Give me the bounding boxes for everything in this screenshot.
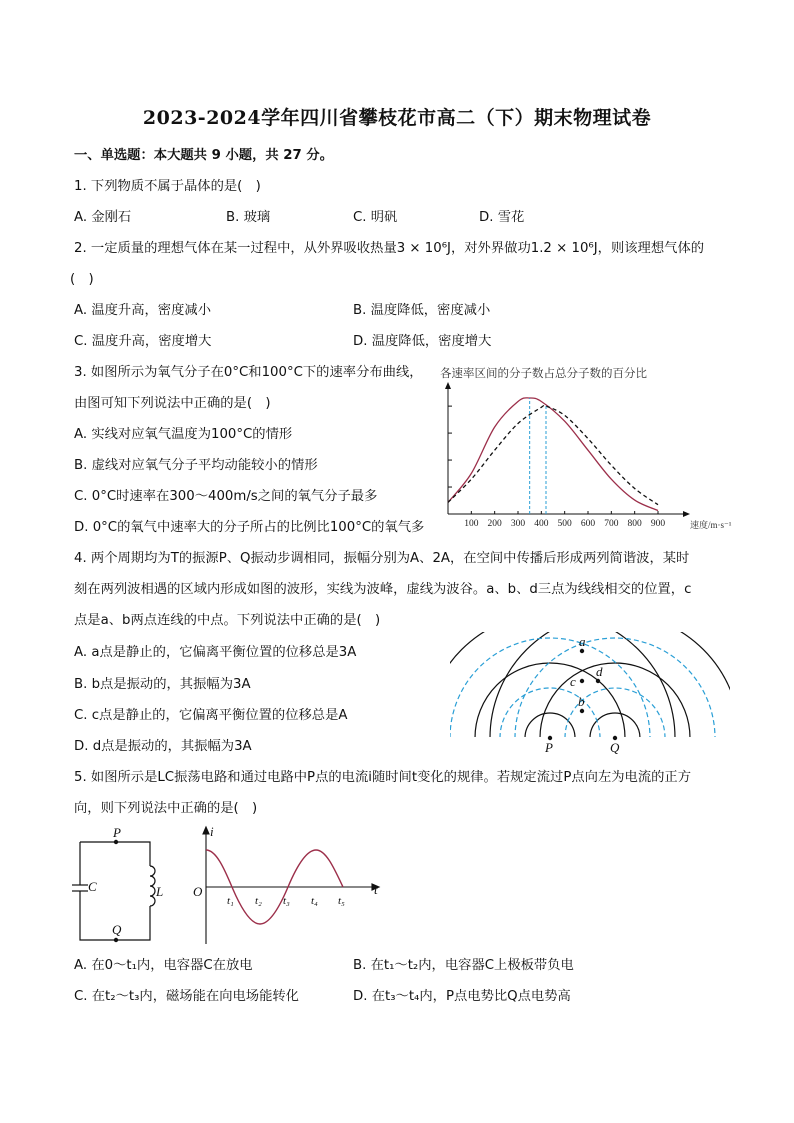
q4-option-b[interactable]: B. b点是振动的，其振幅为3A xyxy=(74,677,251,692)
q5-stem-line2: 向，则下列说法中正确的是( ) xyxy=(74,801,258,816)
crest-q-3 xyxy=(490,632,730,738)
label-c: C xyxy=(88,879,97,894)
x-tick-label: 800 xyxy=(627,519,642,529)
label-i: i xyxy=(210,824,214,839)
lc-circuit-figure xyxy=(70,824,170,948)
section-heading: 一、单选题：本大题共 9 小题，共 27 分。 xyxy=(74,148,334,163)
q3-stem-line2: 由图可知下列说法中正确的是( ) xyxy=(74,396,271,411)
x-tick-label: 900 xyxy=(650,519,666,529)
top-wire xyxy=(80,842,150,866)
label-t1: t₁ xyxy=(227,895,234,907)
x-tick-label: 300 xyxy=(510,519,526,529)
q1-option-d[interactable]: D. 雪花 xyxy=(479,210,525,225)
crest-q-1 xyxy=(590,713,640,738)
label-p: P xyxy=(113,825,121,840)
label-o: O xyxy=(193,884,203,899)
label-c: c xyxy=(570,674,576,689)
q1-option-c[interactable]: C. 明矾 xyxy=(353,210,398,225)
q5-option-c[interactable]: C. 在t₂～t₃内，磁场能在向电场能转化 xyxy=(74,989,299,1004)
x-tick-label: 400 xyxy=(534,519,549,529)
q1-option-b[interactable]: B. 玻璃 xyxy=(226,210,271,225)
x-tick-label: 500 xyxy=(557,519,572,529)
node-q xyxy=(114,938,118,942)
label-d: d xyxy=(596,664,603,679)
q1-stem: 1. 下列物质不属于晶体的是( ) xyxy=(74,179,261,194)
x-axis-arrow xyxy=(683,511,690,517)
label-t2: t₂ xyxy=(255,895,262,907)
i-axis-arrow xyxy=(203,827,209,834)
chart-title: 各速率区间的分子数占总分子数的百分比 xyxy=(440,368,647,380)
point-c xyxy=(580,679,584,683)
page-title: 2023-2024学年四川省攀枝花市高二（下）期末物理试卷 xyxy=(142,107,652,129)
chart-xlabel: 速度/m·s⁻¹ xyxy=(690,520,732,530)
q4-option-a[interactable]: A. a点是静止的，它偏离平衡位置的位移总是3A xyxy=(74,645,357,660)
q2-stem-line2: ( ) xyxy=(70,272,94,287)
q2-option-c[interactable]: C. 温度升高，密度增大 xyxy=(74,334,212,349)
q5-option-a[interactable]: A. 在0～t₁内，电容器C在放电 xyxy=(74,958,253,973)
point-b xyxy=(580,709,584,713)
crest-p-1 xyxy=(525,713,575,738)
y-axis-arrow xyxy=(445,382,451,389)
point-d xyxy=(596,679,600,683)
q3-option-a[interactable]: A. 实线对应氧气温度为100°C的情形 xyxy=(74,427,293,442)
chart-series xyxy=(448,398,658,514)
x-tick-label: 200 xyxy=(487,519,502,529)
q3-option-c[interactable]: C. 0°C时速率在300～400m/s之间的氧气分子最多 xyxy=(74,489,378,504)
series-dashed-line xyxy=(448,405,658,505)
q4-option-d[interactable]: D. d点是振动的，其振幅为3A xyxy=(74,739,252,754)
x-tick-label: 700 xyxy=(604,519,619,529)
label-t4: t₄ xyxy=(311,895,318,907)
q4-stem-line2: 刻在两列波相遇的区域内形成如图的波形，实线为波峰，虚线为波谷。a、b、d三点为线线相交的位置，c xyxy=(74,582,692,597)
chart-axes xyxy=(445,382,690,517)
q4-option-c[interactable]: C. c点是静止的，它偏离平衡位置的位移总是A xyxy=(74,708,348,723)
q3-option-b[interactable]: B. 虚线对应氧气分子平均动能较小的情形 xyxy=(74,458,318,473)
point-a xyxy=(580,649,584,653)
label-q: Q xyxy=(112,922,122,937)
label-l: L xyxy=(156,884,164,899)
q4-stem-line3: 点是a、b两点连线的中点。下列说法中正确的是( ) xyxy=(74,613,381,628)
q5-option-d[interactable]: D. 在t₃～t₄内，P点电势比Q点电势高 xyxy=(353,989,571,1004)
q1-option-a[interactable]: A. 金刚石 xyxy=(74,210,132,225)
speed-distribution-chart xyxy=(420,362,754,538)
inductor-coil xyxy=(150,866,155,906)
q3-option-d[interactable]: D. 0°C的氧气中速率大的分子所占的比例比100°C的氧气多 xyxy=(74,520,425,535)
label-t5: t₅ xyxy=(338,895,345,907)
q5-option-b[interactable]: B. 在t₁～t₂内，电容器C上极板带负电 xyxy=(353,958,574,973)
label-b: b xyxy=(578,694,585,709)
x-tick-label: 600 xyxy=(580,519,596,529)
q4-stem-line1: 4. 两个周期均为T的振源P、Q振动步调相同，振幅分别为A、2A，在空间中传播后形成两列简谐波，某时 xyxy=(74,551,690,566)
label-p: P xyxy=(545,740,553,755)
node-p xyxy=(114,840,118,844)
label-t: t xyxy=(374,882,378,897)
q2-stem-line1: 2. 一定质量的理想气体在某一过程中，从外界吸收热量3 × 10⁶J，对外界做功1.2 × 10⁶J，则该理想气体的 xyxy=(74,241,705,256)
q5-stem-line1: 5. 如图所示是LC振荡电路和通过电路中P点的电流i随时间t变化的规律。若规定流过P点向左为电流的正方 xyxy=(74,770,692,785)
label-q: Q xyxy=(610,740,620,755)
q2-option-d[interactable]: D. 温度降低，密度增大 xyxy=(353,334,492,349)
q2-option-a[interactable]: A. 温度升高，密度减小 xyxy=(74,303,211,318)
series-solid-line xyxy=(448,398,658,511)
q2-option-b[interactable]: B. 温度降低，密度减小 xyxy=(353,303,491,318)
q3-stem-line1: 3. 如图所示为氧气分子在0°C和100°C下的速率分布曲线， xyxy=(74,365,423,380)
wave-interference-figure xyxy=(450,632,730,758)
label-a: a xyxy=(579,634,586,649)
label-t3: t₃ xyxy=(283,895,290,907)
current-time-graph xyxy=(188,824,388,948)
x-tick-label: 100 xyxy=(464,519,479,529)
